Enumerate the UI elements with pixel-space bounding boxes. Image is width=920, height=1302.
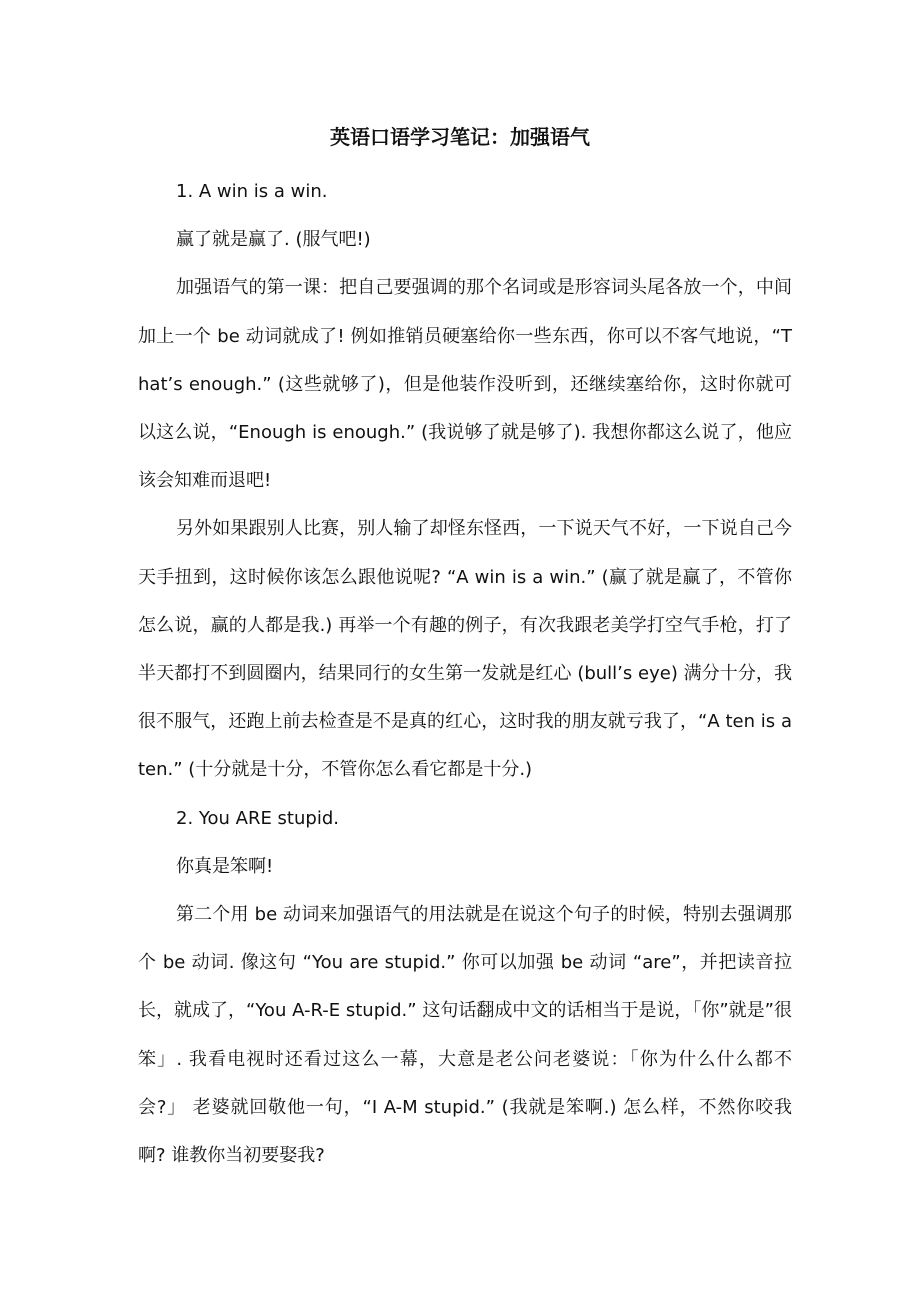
heading-1: 1. A win is a win. <box>176 181 328 202</box>
paragraph-translation-1: 赢了就是赢了. (服气吧!) <box>176 229 371 251</box>
paragraph-lesson-1: 加强语气的第一课：把自己要强调的那个名词或是形容词头尾各放一个，中间加上一个 be 动词就成了! 例如推销员硬塞给你一些东西，你可以不客气地说，“That’s enough.” (这些就够了)，但是他装作没听到，还继续塞给你，这时你就可以这么说，“Enough is enough.” (我说够了就是够了). 我想你都这么说了，他应该会知难而退吧! <box>138 277 792 492</box>
paragraph-translation-2: 你真是笨啊! <box>176 855 274 877</box>
heading-2: 2. You ARE stupid. <box>176 807 339 829</box>
document-body <box>138 168 792 1180</box>
document-title: 英语口语学习笔记：加强语气 <box>330 125 590 149</box>
paragraph-lesson-2: 第二个用 be 动词来加强语气的用法就是在说这个句子的时候，特别去强调那个 be 动词. 像这句 “You are stupid.” 你可以加强 be 动词 “are”，并把读音拉长，就成了，“You A-R-E stupid.” 这句话翻成中文的话相当于是说，「你”就是”很笨」. 我看电视时还看过这么一幕，大意是老公问老婆说：「你为什么什么都不会?」 老婆就回敬他一句，“I A-M stupid.” (我就是笨啊.) 怎么样，不然你咬我啊? 谁教你当初要娶我? <box>138 904 792 1167</box>
paragraph-example-1: 另外如果跟别人比赛，别人输了却怪东怪西，一下说天气不好，一下说自己今天手扭到，这时候你该怎么跟他说呢? “A win is a win.” (赢了就是赢了，不管你怎么说，赢的人都是我.) 再举一个有趣的例子，有次我跟老美学打空气手枪，打了半天都打不到圆圈内，结果同行的女生第一发就是红心 (bull’s eye) 满分十分，我很不服气，还跑上前去检查是不是真的红心，这时我的朋友就亏我了，“A ten is a ten.” (十分就是十分，不管你怎么看它都是十分.) <box>138 518 792 781</box>
